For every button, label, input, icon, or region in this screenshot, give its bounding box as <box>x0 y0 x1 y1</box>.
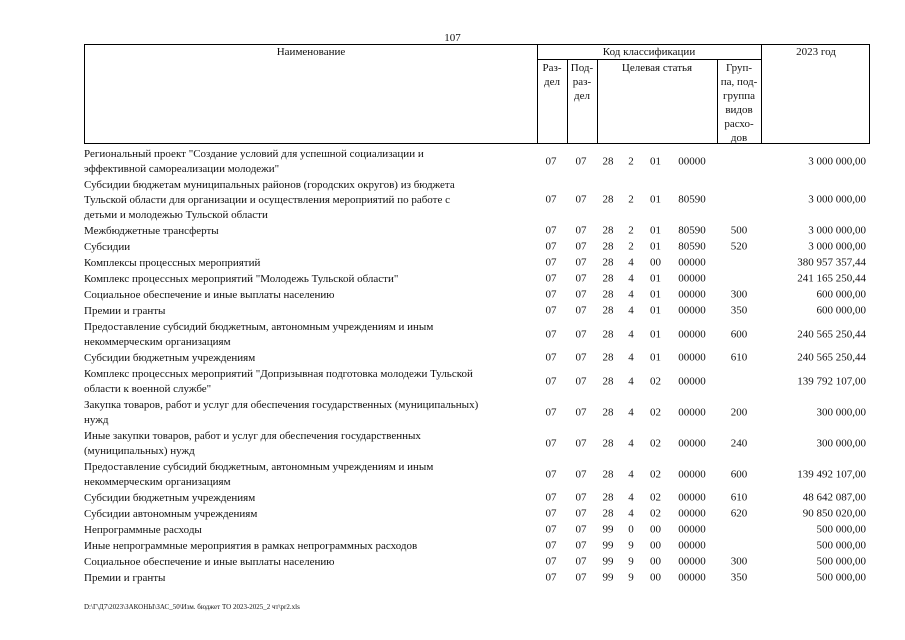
row-name <box>84 570 536 586</box>
cell-expense-group: 610 <box>730 491 748 504</box>
cell-razdel: 07 <box>545 224 557 237</box>
cell-target-direction: 00000 <box>678 155 706 167</box>
cell-target-direction: 00000 <box>678 555 706 568</box>
row-name <box>84 366 536 397</box>
cell-amount: 48 642 087,00 <box>802 491 866 504</box>
cell-target-subprogram: 9 <box>628 571 634 584</box>
cell-amount: 300 000,00 <box>816 437 866 449</box>
row-name-line: области к военной службе" <box>84 383 212 395</box>
table-row <box>84 538 870 554</box>
cell-target-direction: 00000 <box>678 507 706 520</box>
row-name <box>84 303 536 319</box>
cell-podrazdel: 07 <box>575 272 587 285</box>
page-number: 107 <box>444 32 461 44</box>
cell-target-event: 00 <box>650 523 661 536</box>
cell-amount: 3 000 000,00 <box>808 224 866 237</box>
cell-target-program: 28 <box>602 193 614 206</box>
cell-target-program: 99 <box>602 539 614 552</box>
row-name <box>84 522 536 538</box>
cell-expense-group: 600 <box>730 468 748 480</box>
row-name-line: Межбюджетные трансферты <box>84 225 219 237</box>
row-name-line: Комплекс процессных мероприятий "Молодежь Тульской области" <box>84 273 399 285</box>
table-row <box>84 459 870 490</box>
cell-target-program: 28 <box>602 240 614 253</box>
cell-target-event: 02 <box>650 406 661 418</box>
cell-expense-group: 240 <box>730 437 748 449</box>
cell-target-program: 28 <box>602 328 614 340</box>
cell-podrazdel: 07 <box>575 571 587 584</box>
row-name-line: Региональный проект "Создание условий для успешной социализации и <box>84 148 424 160</box>
cell-target-event: 01 <box>650 288 661 301</box>
row-name <box>84 255 536 271</box>
header-razdel: Раз- дел <box>542 62 562 88</box>
cell-razdel: 07 <box>545 507 557 520</box>
row-name-line: Непрограммные расходы <box>84 524 202 536</box>
cell-podrazdel: 07 <box>575 406 587 418</box>
cell-target-program: 28 <box>602 304 614 317</box>
header-divider <box>761 45 762 143</box>
header-gruppa: Груп- па, под- группа видов расхо- дов <box>720 62 758 144</box>
cell-amount: 300 000,00 <box>816 406 866 418</box>
cell-target-subprogram: 4 <box>628 351 634 364</box>
table-row <box>84 255 870 271</box>
row-name-line: Комплексы процессных мероприятий <box>84 257 261 269</box>
file-path: D:\Г\Д7\2023\ЗАКОНЫ\ЗАС_50\Изм. бюджет ТО 2023-2025_2 чт\pr2.xls <box>84 603 300 611</box>
cell-target-program: 28 <box>602 406 614 418</box>
cell-target-event: 02 <box>650 491 661 504</box>
cell-target-program: 28 <box>602 437 614 449</box>
cell-expense-group: 610 <box>730 351 748 364</box>
cell-target-subprogram: 4 <box>628 437 634 449</box>
header-code: Код классификации <box>602 46 696 58</box>
cell-razdel: 07 <box>545 304 557 317</box>
cell-razdel: 07 <box>545 288 557 301</box>
cell-target-direction: 00000 <box>678 288 706 301</box>
cell-podrazdel: 07 <box>575 288 587 301</box>
cell-podrazdel: 07 <box>575 523 587 536</box>
cell-target-direction: 00000 <box>678 468 706 480</box>
row-name-line: эффективной самореализации молодежи" <box>84 163 280 175</box>
row-name <box>84 490 536 506</box>
cell-podrazdel: 07 <box>575 328 587 340</box>
cell-target-event: 00 <box>650 539 661 552</box>
row-name-line: Закупка товаров, работ и услуг для обеспечения государственных (муниципальных) <box>84 399 479 411</box>
cell-amount: 500 000,00 <box>816 539 866 552</box>
cell-podrazdel: 07 <box>575 240 587 253</box>
cell-amount: 240 565 250,44 <box>797 351 866 364</box>
cell-target-program: 28 <box>602 288 614 301</box>
row-name-line: Иные закупки товаров, работ и услуг для обеспечения государственных <box>84 430 421 442</box>
cell-target-event: 02 <box>650 468 661 480</box>
cell-podrazdel: 07 <box>575 224 587 237</box>
cell-target-subprogram: 2 <box>628 193 634 206</box>
cell-target-event: 01 <box>650 304 661 317</box>
table-row <box>84 554 870 570</box>
cell-razdel: 07 <box>545 539 557 552</box>
table-row <box>84 350 870 366</box>
cell-podrazdel: 07 <box>575 193 587 206</box>
cell-target-event: 01 <box>650 351 661 364</box>
row-name-line: Иные непрограммные мероприятия в рамках непрограммных расходов <box>84 540 418 552</box>
row-name-line: Субсидии бюджетным учреждениям <box>84 352 256 364</box>
cell-target-event: 02 <box>650 507 661 520</box>
cell-podrazdel: 07 <box>575 491 587 504</box>
table-row <box>84 570 870 586</box>
cell-amount: 380 957 357,44 <box>797 256 866 269</box>
row-name <box>84 397 536 428</box>
cell-target-subprogram: 2 <box>628 155 634 167</box>
cell-amount: 3 000 000,00 <box>808 240 866 253</box>
cell-target-direction: 80590 <box>678 193 706 206</box>
table-row <box>84 428 870 459</box>
cell-target-program: 28 <box>602 468 614 480</box>
cell-target-subprogram: 9 <box>628 539 634 552</box>
cell-target-subprogram: 4 <box>628 272 634 285</box>
row-name <box>84 177 536 223</box>
cell-expense-group: 350 <box>730 304 748 317</box>
row-name-line: Тульской области для организации и осуществления мероприятий по работе с <box>84 194 450 206</box>
cell-razdel: 07 <box>545 375 557 387</box>
cell-amount: 139 492 107,00 <box>797 468 866 480</box>
cell-target-subprogram: 0 <box>628 523 634 536</box>
cell-target-subprogram: 4 <box>628 491 634 504</box>
cell-razdel: 07 <box>545 491 557 504</box>
cell-target-direction: 00000 <box>678 523 706 536</box>
row-name-line: Премии и гранты <box>84 572 166 584</box>
cell-expense-group: 520 <box>730 240 748 253</box>
cell-target-event: 01 <box>650 155 661 167</box>
cell-amount: 600 000,00 <box>816 304 866 317</box>
cell-target-event: 02 <box>650 375 661 387</box>
cell-target-subprogram: 4 <box>628 507 634 520</box>
table-row <box>84 303 870 319</box>
table-row <box>84 287 870 303</box>
row-name <box>84 350 536 366</box>
cell-amount: 3 000 000,00 <box>808 193 866 206</box>
cell-amount: 241 165 250,44 <box>797 272 866 285</box>
row-name-line: (муниципальных) нужд <box>84 445 195 457</box>
cell-target-program: 28 <box>602 491 614 504</box>
row-name-line: нужд <box>84 414 109 426</box>
cell-target-program: 28 <box>602 375 614 387</box>
cell-target-subprogram: 4 <box>628 375 634 387</box>
cell-target-subprogram: 4 <box>628 406 634 418</box>
cell-podrazdel: 07 <box>575 468 587 480</box>
cell-target-program: 99 <box>602 571 614 584</box>
cell-amount: 500 000,00 <box>816 523 866 536</box>
cell-target-direction: 80590 <box>678 224 706 237</box>
cell-target-direction: 00000 <box>678 272 706 285</box>
cell-amount: 600 000,00 <box>816 288 866 301</box>
cell-razdel: 07 <box>545 351 557 364</box>
row-name <box>84 538 536 554</box>
header-year: 2023 год <box>796 46 836 58</box>
cell-target-direction: 00000 <box>678 491 706 504</box>
table-row <box>84 271 870 287</box>
cell-target-direction: 00000 <box>678 351 706 364</box>
cell-target-event: 00 <box>650 571 661 584</box>
cell-expense-group: 350 <box>730 571 748 584</box>
cell-expense-group: 200 <box>730 406 748 418</box>
cell-expense-group: 620 <box>730 507 748 520</box>
cell-razdel: 07 <box>545 468 557 480</box>
row-name-line: Комплекс процессных мероприятий "Допризывная подготовка молодежи Тульской <box>84 368 473 380</box>
cell-razdel: 07 <box>545 406 557 418</box>
cell-target-subprogram: 4 <box>628 288 634 301</box>
cell-target-program: 99 <box>602 523 614 536</box>
row-name-line: Субсидии бюджетным учреждениям <box>84 492 256 504</box>
cell-podrazdel: 07 <box>575 539 587 552</box>
cell-target-event: 02 <box>650 437 661 449</box>
cell-amount: 90 850 020,00 <box>802 507 866 520</box>
cell-amount: 3 000 000,00 <box>808 155 866 167</box>
cell-target-direction: 00000 <box>678 571 706 584</box>
cell-razdel: 07 <box>545 272 557 285</box>
cell-target-direction: 00000 <box>678 304 706 317</box>
cell-podrazdel: 07 <box>575 256 587 269</box>
row-name-line: Субсидии бюджетам муниципальных районов (городских округов) из бюджета <box>84 179 455 191</box>
table-row <box>84 522 870 538</box>
table-header <box>84 44 870 144</box>
row-name-line: Субсидии <box>84 241 131 253</box>
cell-target-direction: 00000 <box>678 375 706 387</box>
cell-target-subprogram: 4 <box>628 328 634 340</box>
row-name-line: Премии и гранты <box>84 305 166 317</box>
row-name-line: Предоставление субсидий бюджетным, автономным учреждениям и иным <box>84 321 434 333</box>
table-row <box>84 239 870 255</box>
table-row <box>84 223 870 239</box>
cell-podrazdel: 07 <box>575 555 587 568</box>
row-name <box>84 146 536 177</box>
row-name <box>84 459 536 490</box>
row-name-line: Социальное обеспечение и иные выплаты населению <box>84 289 335 301</box>
cell-razdel: 07 <box>545 571 557 584</box>
header-celevaya: Целевая статья <box>621 62 693 74</box>
cell-target-program: 28 <box>602 256 614 269</box>
row-name-line: некоммерческим организациям <box>84 476 231 488</box>
cell-target-subprogram: 4 <box>628 304 634 317</box>
cell-target-event: 01 <box>650 272 661 285</box>
cell-expense-group: 300 <box>730 288 748 301</box>
table-row <box>84 177 870 223</box>
cell-amount: 500 000,00 <box>816 555 866 568</box>
cell-target-subprogram: 9 <box>628 555 634 568</box>
cell-target-direction: 80590 <box>678 240 706 253</box>
cell-target-event: 01 <box>650 193 661 206</box>
cell-razdel: 07 <box>545 155 557 167</box>
cell-podrazdel: 07 <box>575 437 587 449</box>
cell-target-program: 28 <box>602 272 614 285</box>
cell-razdel: 07 <box>545 523 557 536</box>
row-name <box>84 287 536 303</box>
cell-razdel: 07 <box>545 437 557 449</box>
cell-podrazdel: 07 <box>575 304 587 317</box>
row-name-line: Предоставление субсидий бюджетным, автономным учреждениям и иным <box>84 461 434 473</box>
cell-target-event: 01 <box>650 328 661 340</box>
cell-target-subprogram: 2 <box>628 240 634 253</box>
cell-razdel: 07 <box>545 193 557 206</box>
cell-target-direction: 00000 <box>678 256 706 269</box>
row-name-line: Социальное обеспечение и иные выплаты населению <box>84 556 335 568</box>
cell-target-subprogram: 2 <box>628 224 634 237</box>
table-row <box>84 490 870 506</box>
cell-podrazdel: 07 <box>575 375 587 387</box>
cell-target-program: 28 <box>602 224 614 237</box>
cell-podrazdel: 07 <box>575 155 587 167</box>
row-name <box>84 319 536 350</box>
cell-target-event: 00 <box>650 256 661 269</box>
cell-razdel: 07 <box>545 555 557 568</box>
cell-target-program: 28 <box>602 155 614 167</box>
table-row <box>84 319 870 350</box>
row-name-line: некоммерческим организациям <box>84 336 231 348</box>
cell-razdel: 07 <box>545 240 557 253</box>
header-podrazdel: Под- раз- дел <box>570 62 594 102</box>
cell-expense-group: 500 <box>730 224 748 237</box>
cell-amount: 139 792 107,00 <box>797 375 866 387</box>
cell-amount: 500 000,00 <box>816 571 866 584</box>
cell-target-subprogram: 4 <box>628 468 634 480</box>
cell-podrazdel: 07 <box>575 507 587 520</box>
cell-target-program: 28 <box>602 507 614 520</box>
cell-target-event: 01 <box>650 224 661 237</box>
row-name <box>84 239 536 255</box>
header-name: Наименование <box>276 46 346 58</box>
cell-target-event: 00 <box>650 555 661 568</box>
table-row <box>84 146 870 177</box>
table-body <box>84 146 870 586</box>
cell-target-event: 01 <box>650 240 661 253</box>
cell-razdel: 07 <box>545 328 557 340</box>
table-row <box>84 397 870 428</box>
table-row <box>84 366 870 397</box>
cell-target-subprogram: 4 <box>628 256 634 269</box>
cell-target-program: 28 <box>602 351 614 364</box>
cell-target-direction: 00000 <box>678 539 706 552</box>
cell-podrazdel: 07 <box>575 351 587 364</box>
row-name <box>84 428 536 459</box>
cell-amount: 240 565 250,44 <box>797 328 866 340</box>
row-name-line: Субсидии автономным учреждениям <box>84 508 258 520</box>
header-divider <box>537 59 761 60</box>
cell-target-direction: 00000 <box>678 328 706 340</box>
row-name <box>84 554 536 570</box>
cell-target-program: 99 <box>602 555 614 568</box>
row-name-line: детьми и молодежью Тульской области <box>84 209 268 221</box>
cell-expense-group: 300 <box>730 555 748 568</box>
cell-target-direction: 00000 <box>678 406 706 418</box>
table-row <box>84 506 870 522</box>
cell-expense-group: 600 <box>730 328 748 340</box>
cell-target-direction: 00000 <box>678 437 706 449</box>
row-name <box>84 506 536 522</box>
cell-razdel: 07 <box>545 256 557 269</box>
row-name <box>84 223 536 239</box>
row-name <box>84 271 536 287</box>
